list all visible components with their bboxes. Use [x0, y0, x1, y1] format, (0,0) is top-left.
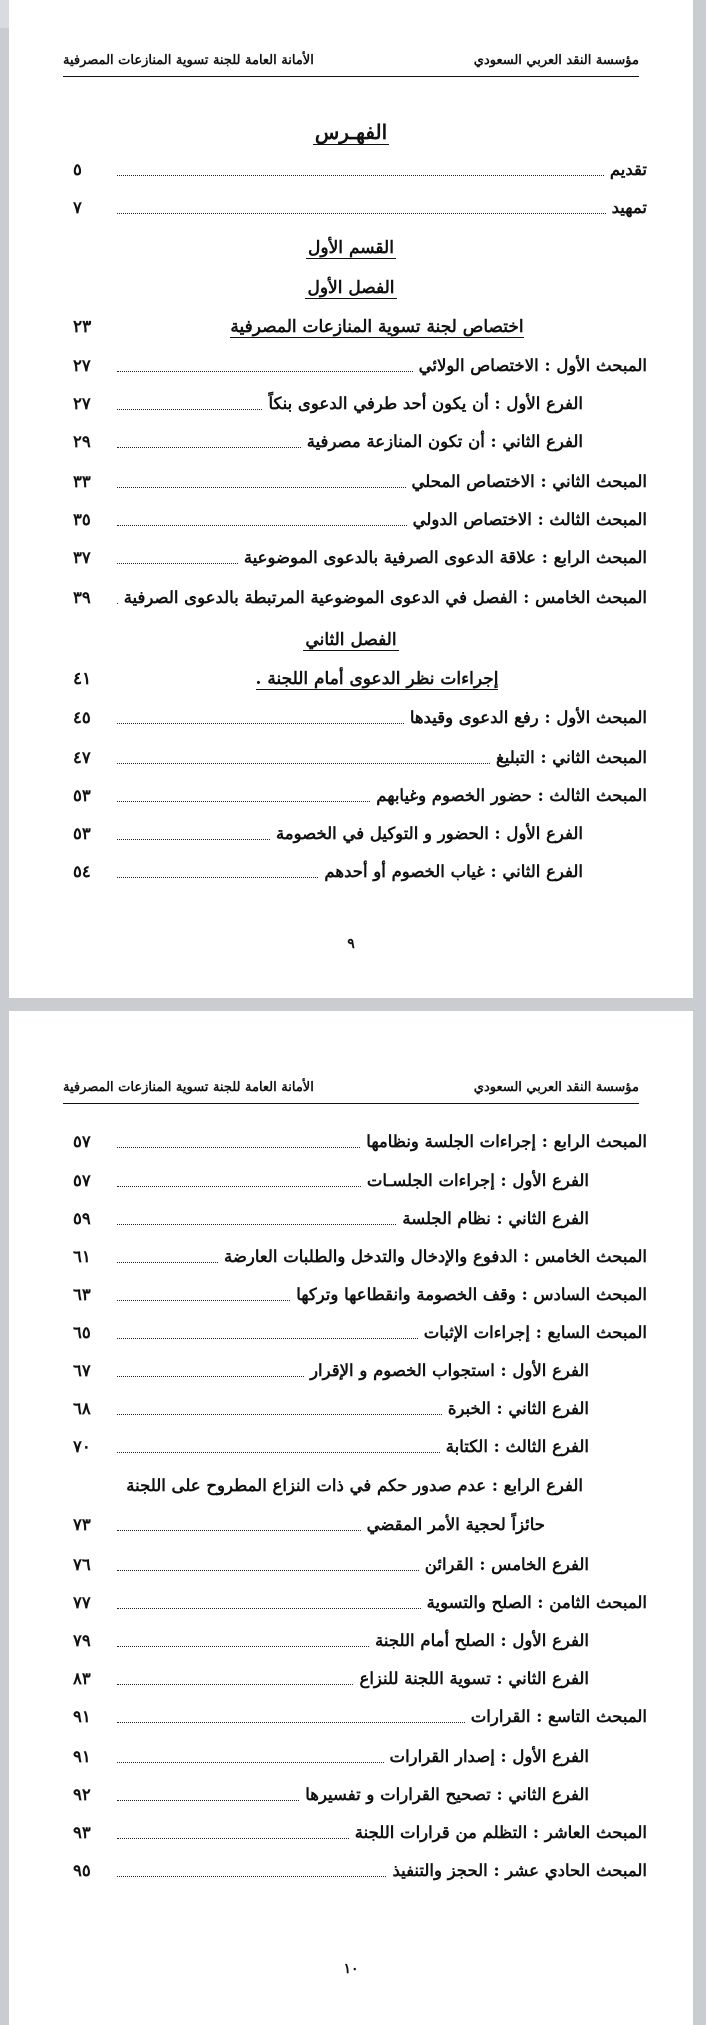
leader-dots	[117, 174, 604, 176]
leader-dots	[117, 1645, 369, 1647]
leader-dots	[117, 1375, 304, 1377]
toc-entry[interactable]	[73, 1355, 589, 1385]
leader-dots	[117, 1413, 442, 1415]
toc-entry[interactable]	[73, 426, 583, 456]
entry-label: المبحث التاسع : القرارات	[470, 1706, 647, 1726]
entry-page: ٣٣	[73, 471, 91, 491]
entry-label: المبحث الثاني : التبليغ	[495, 747, 647, 767]
toc-entry[interactable]	[73, 1663, 589, 1693]
leader-dots	[117, 1223, 396, 1225]
header-secretariat: الأمانة العامة للجنة تسوية المنازعات المصرفية	[63, 1080, 314, 1095]
chapter-title-entry[interactable]	[73, 312, 647, 342]
entry-label: المبحث الثالث : حضور الخصوم وغيابهم	[376, 785, 647, 805]
entry-label-continued: حائزاً لحجية الأمر المقضي	[366, 1514, 545, 1534]
entry-page: ٩٣	[73, 1822, 91, 1842]
leader-dots	[117, 524, 407, 526]
leader-dots	[117, 1607, 421, 1609]
leader-dots	[117, 1761, 384, 1763]
entry-page: ٨٣	[73, 1668, 91, 1688]
entry-label: المبحث الأول : رفع الدعوى وقيدها	[409, 707, 647, 727]
entry-page: ٥	[73, 159, 82, 179]
entry-page: ٤٧	[73, 747, 91, 767]
leader-dots	[117, 762, 490, 764]
entry-label: الفرع الثاني : نظام الجلسة	[402, 1208, 589, 1228]
toc-entry[interactable]	[73, 1779, 589, 1809]
toc-entry[interactable]	[73, 154, 647, 184]
toc-entry[interactable]	[73, 1509, 545, 1539]
entry-label: تقديم	[609, 159, 647, 179]
leader-dots	[117, 722, 404, 724]
toc-entry[interactable]	[73, 466, 647, 496]
leader-dots	[117, 212, 606, 214]
leader-dots	[117, 1721, 465, 1723]
entry-page: ٤٥	[73, 707, 91, 727]
entry-page: ٣٧	[73, 547, 91, 567]
entry-label: الفرع الثالث : الكتابة	[445, 1436, 589, 1456]
entry-page: ٢٧	[73, 393, 91, 413]
leader-dots	[117, 1837, 349, 1839]
leader-dots	[117, 838, 270, 840]
entry-page: ٥٧	[73, 1170, 91, 1190]
toc-entry[interactable]	[73, 192, 647, 222]
leader-dots	[117, 1185, 361, 1187]
chapter-heading: الفصل الثاني	[305, 630, 397, 650]
entry-page: ٩٥	[73, 1860, 91, 1880]
entry-page: ٥٤	[73, 861, 91, 881]
running-header	[63, 38, 639, 68]
entry-page: ٦٧	[73, 1360, 91, 1380]
header-institution: مؤسسة النقد العربي السعودي	[473, 53, 639, 68]
entry-label: الفرع الأول : أن يكون أحد طرفي الدعوى بنكاً	[268, 393, 583, 413]
leader-dots	[117, 1683, 353, 1685]
toc-entry[interactable]	[73, 350, 647, 380]
entry-label: المبحث الثامن : الصلح والتسوية	[426, 1592, 647, 1612]
entry-label: المبحث الثاني : الاختصاص المحلي	[411, 471, 647, 491]
toc-entry[interactable]	[73, 1741, 589, 1771]
toc-page-1	[9, 0, 693, 998]
entry-label: الفرع الأول : إجراءات الجلسـات	[366, 1170, 589, 1190]
leader-dots	[117, 1451, 440, 1453]
entry-label: المبحث الحادي عشر : الحجز والتنفيذ	[392, 1860, 647, 1880]
toc-entry[interactable]	[73, 1241, 647, 1271]
leader-dots	[117, 408, 262, 410]
entry-label: المبحث الخامس : الفصل في الدعوى الموضوعية المرتبطة بالدعوى الصرفية	[123, 587, 647, 607]
entry-page: ٣٩	[73, 587, 91, 607]
chapter-heading: الفصل الأول	[307, 278, 395, 298]
leader-dots	[117, 1261, 218, 1263]
toc-entry[interactable]	[73, 542, 647, 572]
leader-dots	[117, 1337, 418, 1339]
entry-page: ٣٥	[73, 509, 91, 529]
entry-page: ٤١	[73, 669, 92, 689]
entry-label: الفرع الثاني : تسوية اللجنة للنزاع	[359, 1668, 589, 1688]
entry-page: ٩٢	[73, 1784, 91, 1804]
entry-label: المبحث السابع : إجراءات الإثبات	[423, 1322, 647, 1342]
entry-page: ٦٣	[73, 1284, 91, 1304]
entry-page: ٧٣	[73, 1514, 91, 1534]
entry-label: المبحث الأول : الاختصاص الولائي	[418, 355, 647, 375]
chapter-title-entry[interactable]	[73, 664, 647, 694]
toc-entry[interactable]	[73, 504, 647, 534]
toc-entry[interactable]	[73, 388, 583, 418]
page-number: ١٠	[343, 1961, 359, 1977]
entry-page: ٧٩	[73, 1630, 91, 1650]
leader-dots	[117, 1529, 361, 1531]
header-institution: مؤسسة النقد العربي السعودي	[473, 1080, 639, 1095]
toc-entry[interactable]	[73, 1817, 647, 1847]
toc-entry[interactable]	[73, 1549, 589, 1579]
entry-label: الفرع الأول : الحضور و التوكيل في الخصومة	[275, 823, 583, 843]
toc-entry[interactable]	[73, 1701, 647, 1731]
entry-page: ٥٣	[73, 785, 91, 805]
entry-page: ٢٣	[73, 317, 92, 337]
header-secretariat: الأمانة العامة للجنة تسوية المنازعات المصرفية	[63, 53, 314, 68]
leader-dots	[117, 1799, 299, 1801]
entry-label: المبحث الثالث : الاختصاص الدولي	[412, 509, 647, 529]
entry-page: ٢٧	[73, 355, 91, 375]
entry-page: ٩١	[73, 1706, 91, 1726]
toc-page-2	[9, 1011, 693, 2025]
toc-entry[interactable]	[73, 1587, 647, 1617]
toc-entry[interactable]	[73, 742, 647, 772]
toc-entry[interactable]	[73, 1126, 647, 1156]
toc-entry[interactable]	[73, 1203, 589, 1233]
leader-dots	[117, 486, 406, 488]
toc-entry-first-line[interactable]: الفرع الرابع : عدم صدور حكم في ذات النزاع المطروح على اللجنة	[126, 1476, 583, 1495]
leader-dots	[117, 602, 118, 604]
entry-label: الفرع الثاني : تصحيح القرارات و تفسيرها	[305, 1784, 589, 1804]
entry-page: ٥٧	[73, 1131, 91, 1151]
entry-page: ٧٧	[73, 1592, 91, 1612]
entry-page: ٦٨	[73, 1398, 91, 1418]
entry-label: الفرع الثاني : غياب الخصوم أو أحدهم	[324, 861, 583, 881]
entry-page: ٧	[73, 197, 82, 217]
leader-dots	[117, 370, 413, 372]
part-heading: القسم الأول	[308, 238, 394, 258]
entry-page: ٢٩	[73, 431, 91, 451]
entry-label: الفرع الثاني : أن تكون المنازعة مصرفية	[306, 431, 583, 451]
entry-label: الفرع الأول : الصلح أمام اللجنة	[375, 1630, 589, 1650]
leader-dots	[117, 1146, 360, 1148]
leader-dots	[117, 1875, 386, 1877]
entry-label: الفرع الخامس : القرائن	[424, 1554, 589, 1574]
entry-label: المبحث السادس : وقف الخصومة وانقطاعها وتركها	[296, 1284, 647, 1304]
toc-title: الفهـرس	[314, 120, 388, 144]
entry-label: الفرع الثاني : الخبرة	[447, 1398, 589, 1418]
toc-entry[interactable]	[73, 780, 647, 810]
entry-page: ٩١	[73, 1746, 91, 1766]
entry-page: ٧٠	[73, 1436, 91, 1456]
chapter-title: اختصاص لجنة تسوية المنازعات المصرفية	[230, 317, 524, 337]
toc-entry[interactable]	[73, 1393, 589, 1423]
toc-entry[interactable]	[73, 818, 583, 848]
entry-page: ٧٦	[73, 1554, 91, 1574]
entry-label: المبحث الرابع : علاقة الدعوى الصرفية بالدعوى الموضوعية	[243, 547, 647, 567]
toc-entry[interactable]	[73, 1625, 589, 1655]
toc-entry[interactable]	[73, 1165, 589, 1195]
entry-page: ٥٩	[73, 1208, 91, 1228]
leader-dots	[117, 446, 301, 448]
header-rule	[63, 76, 639, 77]
running-header	[63, 1065, 639, 1095]
entry-label: تمهيد	[611, 197, 647, 217]
header-rule	[63, 1103, 639, 1104]
toc-entry[interactable]	[73, 856, 583, 886]
entry-page: ٥٣	[73, 823, 91, 843]
page-number: ٩	[347, 936, 355, 952]
entry-label: المبحث الرابع : إجراءات الجلسة ونظامها	[366, 1131, 647, 1151]
entry-label: الفرع الأول : استجواب الخصوم و الإقرار	[310, 1360, 589, 1380]
leader-dots	[117, 800, 370, 802]
entry-page: ٦١	[73, 1246, 91, 1266]
entry-page: ٦٥	[73, 1322, 91, 1342]
leader-dots	[117, 1299, 290, 1301]
toc-entry[interactable]	[73, 1855, 647, 1885]
leader-dots	[117, 1569, 419, 1571]
toc-entry[interactable]	[73, 1431, 589, 1461]
chapter-title: إجراءات نظر الدعوى أمام اللجنة .	[255, 669, 499, 689]
toc-entry[interactable]	[73, 1317, 647, 1347]
entry-label: الفرع الأول : إصدار القرارات	[389, 1746, 589, 1766]
entry-label: المبحث العاشر : التظلم من قرارات اللجنة	[354, 1822, 647, 1842]
toc-entry[interactable]	[73, 1279, 647, 1309]
leader-dots	[117, 562, 238, 564]
toc-entry[interactable]	[73, 702, 647, 732]
leader-dots	[117, 876, 318, 878]
toc-entry[interactable]	[73, 582, 647, 612]
entry-label: المبحث الخامس : الدفوع والإدخال والتدخل والطلبات العارضة	[224, 1246, 647, 1266]
